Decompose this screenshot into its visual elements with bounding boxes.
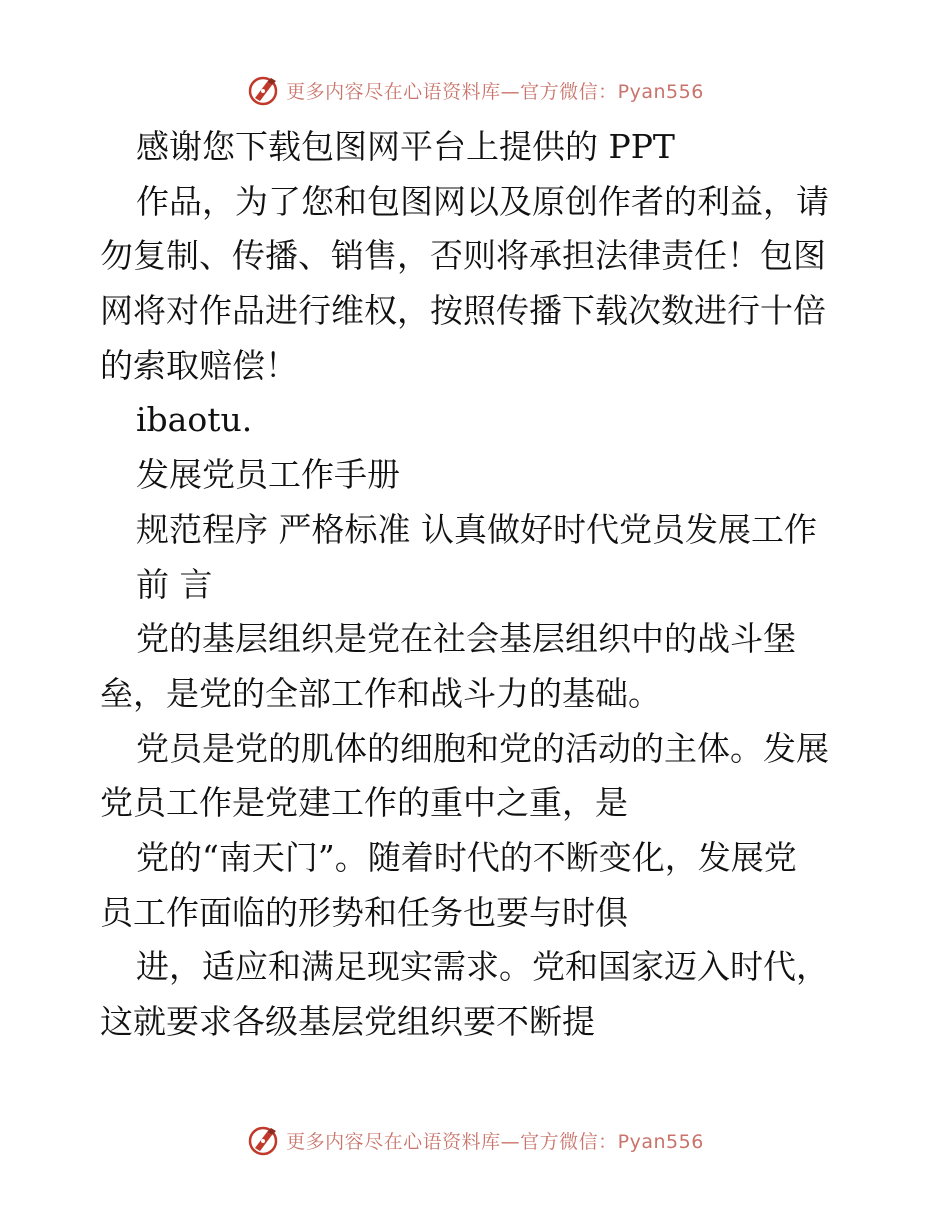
text-line: 党员工作是党建工作的重中之重，是	[100, 783, 628, 823]
text-line: 党的基层组织是党在社会基层组织中的战斗堡	[136, 619, 796, 659]
text-line: 前 言	[136, 564, 213, 604]
pen-nib-logo-icon	[246, 1123, 280, 1157]
text-line: 进，适应和满足现实需求。党和国家迈入时代，	[136, 947, 829, 987]
text-line: 网将对作品进行维权，按照传播下载次数进行十倍	[100, 291, 826, 331]
text-line: 作品，为了您和包图网以及原创作者的利益，请	[136, 181, 829, 221]
text-line: 感谢您下载包图网平台上提供的 PPT	[136, 127, 675, 166]
footer-watermark-text: 更多内容尽在心语资料库—官方微信：Pyan556	[286, 1130, 704, 1153]
text-line: ibaotu.	[136, 400, 253, 440]
text-line: 发展党员工作手册	[136, 455, 400, 495]
text-line: 员工作面临的形势和任务也要与时俱	[100, 892, 628, 932]
text-line: 党员是党的肌体的细胞和党的活动的主体。发展	[136, 728, 829, 768]
text-line: 垒，是党的全部工作和战斗力的基础。	[100, 673, 661, 713]
footer-watermark-banner	[0, 1120, 950, 1160]
text-line: 这就要求各级基层党组织要不断提	[100, 1002, 595, 1041]
header-watermark-banner	[0, 70, 950, 110]
text-line: 规范程序 严格标准 认真做好时代党员发展工作	[136, 509, 817, 549]
document-body	[100, 120, 860, 1050]
text-line: 的索取赔偿！	[100, 345, 298, 385]
text-line: 勿复制、传播、销售，否则将承担法律责任！包图	[100, 236, 826, 276]
pen-nib-logo-icon	[246, 73, 280, 107]
text-line: 党的“南天门”。随着时代的不断变化，发展党	[136, 837, 797, 877]
header-watermark-text: 更多内容尽在心语资料库—官方微信：Pyan556	[286, 80, 704, 103]
